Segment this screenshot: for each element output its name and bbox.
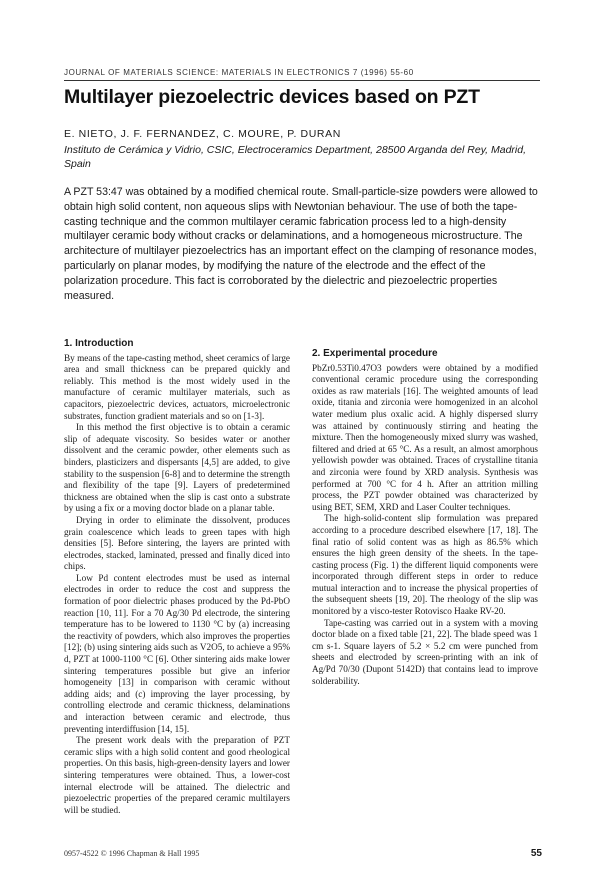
section-heading-introduction: 1. Introduction: [64, 338, 134, 349]
paragraph: The high-solid-content slip formulation was prepared according to a procedure described elsewhere [17, 18]. The final ratio of solid content was as high as 86.5% which ensures the high green density of the sheets. In the tape-casting process (Fig. 1) the different liquid components were incorporated through different steps in order to reduce mutual interaction and to increase the physical properties of the subsequent sheets [19, 20]. The rheology of the slip was monitored by a visco-tester Rotovisco Haake RV-20.: [312, 513, 538, 617]
page-number: 55: [530, 848, 542, 859]
paragraph: By means of the tape-casting method, sheet ceramics of large area and small thickness can be prepared quickly and reliably. This method is the most widely used in the manufacture of ceramic multilayer materials, such as capacitors, piezoelectric devices, actuators, microelectronic substrates, function gradient materials and so on [1-3].: [64, 352, 290, 421]
header-rule: [64, 80, 540, 81]
copyright-line: 0957-4522 © 1996 Chapman & Hall 1995: [64, 849, 200, 858]
journal-header: JOURNAL OF MATERIALS SCIENCE: MATERIALS IN ELECTRONICS 7 (1996) 55-60: [64, 68, 414, 77]
paragraph: Low Pd content electrodes must be used as internal electrodes in order to reduce the cost and suppress the formation of poor dielectric phases produced by the Pd-PbO reaction [10, 11]. For a 70 Ag/30 Pd electrode, the sintering temperature has to be lowered to 1130 °C by (a) increasing the reactivity of powders, which also improves the properties [12]; (b) using sintering aids such as V2O5, to achieve a 95% d, PZT at 1000-1100 °C [6]. Other sintering aids make lower sintering temperatures possible but give an inferior homogeneity [13] in comparison with ceramic without adding aids; and (c) improving the layer processing, by controlling electrode and ceramic thickness, delaminations and interaction between ceramic and electrode, thus preventing interdiffusion [14, 15].: [64, 572, 290, 734]
affiliation: Instituto de Cerámica y Vidrio, CSIC, Electroceramics Department, 28500 Arganda del Rey, Madrid, Spain: [64, 144, 527, 170]
paper-title: Multilayer piezoelectric devices based on PZT: [64, 86, 480, 108]
section-heading-experimental: 2. Experimental procedure: [312, 348, 438, 359]
author-list: E. NIETO, J. F. FERNANDEZ, C. MOURE, P. DURAN: [64, 128, 341, 140]
abstract: A PZT 53:47 was obtained by a modified chemical route. Small-particle-size powders were allowed to obtain high solid content, non aqueous slips with Newtonian behaviour. The use of both the tape-casting technique and the common multilayer ceramic fabrication process led to a high-density multilayer ceramic body without cracks or delaminations, and a homogeneous microstructure. The architecture of multilayer piezoelectrics has an important effect on the clamping of resonance modes, particularly on planar modes, by modifying the nature of the electrode and the effect of the polarization procedure. This fact is corroborated by the dielectric and piezoelectric properties measured.: [64, 186, 538, 302]
paragraph: Drying in order to eliminate the dissolvent, produces grain coalescence which leads to green tapes with high densities [5]. Before sintering, the layers are printed with electrodes, stacked, laminated, pressed and finally diced into chips.: [64, 514, 290, 572]
paragraph: In this method the first objective is to obtain a ceramic slip of adequate viscosity. So besides water or another dissolvent and the ceramic powder, other elements such as binders, plasticizers and dispersants [4,5] are added, to give stability to the suspension [6-8] and to determine the strength and flexibility of the tape [9]. Layers of predetermined thickness are obtained when the slip is cast onto a substrate by using a fix or a moving doctor blade on a planar table.: [64, 422, 290, 514]
paragraph: The present work deals with the preparation of PZT ceramic slips with a high solid content and good rheological properties. On this basis, high-green-density layers and lower sintering temperatures were obtained. Thus, a lower-cost internal electrode will be attained. The dielectric and piezoelectric properties of the prepared ceramic multilayers will be studied.: [64, 735, 290, 815]
paragraph: Tape-casting was carried out in a system with a moving doctor blade on a fixed table [21, 22]. The blade speed was 1 cm s-1. Square layers of 5.2 × 5.2 cm were punched from sheets and electroded by screen-printing with an ink of Ag/Pd 70/30 (Dupont 5142D) that contains lead to improve solderability.: [312, 617, 538, 686]
left-column: [64, 338, 290, 816]
paragraph: PbZr0.53Ti0.47O3 powders were obtained by a modified conventional ceramic procedure using the corresponding oxides as raw materials [16]. The weighted amounts of lead oxide, titania and zirconia were homogenized in an alcohol water medium plus oxalic acid. A highly dispersed slurry was attained by continuously stirring and heating the mixture. Then the homogeneously mixed slurry was washed, filtered and dried at 65 °C. As a result, an almost amorphous yellowish powder was obtained. Traces of crystalline titania and zirconia were found by XRD analysis. Synthesis was performed at 700 °C for 4 h. After an attrition milling process, the PZT powder obtained was characterized by using BET, SEM, XRD and Laser Coulter techniques.: [312, 362, 538, 512]
right-column: [312, 338, 538, 687]
